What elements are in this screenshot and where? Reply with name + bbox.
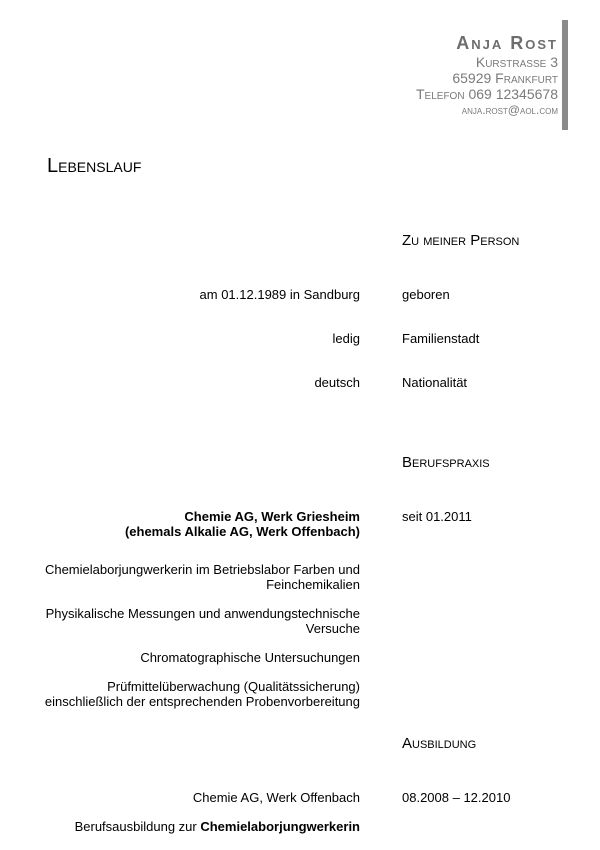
header-phone: Telefon 069 12345678 [416,86,558,102]
education-institution: Chemie AG, Werk Offenbach [192,790,360,805]
education-training [30,819,360,834]
employer [30,509,360,539]
nationality-label: Nationalität [402,375,468,390]
duty-line1: Physikalische Messungen und anwendungstechnische [45,606,360,621]
duty-item [30,606,360,636]
employer-line1: Chemie AG, Werk Griesheim [184,509,360,524]
duty-item [30,679,360,709]
duty-line1: Chromatographische Untersuchungen [140,650,360,665]
duty-line2: einschließlich der entsprechenden Probenvorbereitung [44,694,360,709]
birth-value: am 01.12.1989 in Sandburg [199,287,360,302]
education-date: 08.2008 – 12.2010 [402,790,511,805]
duty-line1: Chemielaborjungwerkerin im Betriebslabor Farben und [44,562,360,577]
experience-date: seit 01.2011 [402,509,472,524]
header-email[interactable]: anja.rost@aol.com [461,103,558,117]
page-title: Lebenslauf [47,155,142,177]
section-heading-education: Ausbildung [402,735,477,752]
section-heading-experience: Berufspraxis [402,454,490,471]
nationality-value: deutsch [314,375,360,390]
section-heading-person: Zu meiner Person [402,232,520,249]
duty-line2: Versuche [305,621,360,636]
duty-item [30,562,360,592]
marital-value: ledig [332,331,360,346]
header-city: 65929 Frankfurt [452,70,558,86]
header-accent-bar [562,20,568,130]
training-prefix: Berufsausbildung zur [74,819,201,834]
header-name: Anja Rost [456,33,558,53]
birth-label: geboren [402,287,450,302]
duty-line2: Feinchemikalien [266,577,360,592]
contact-header [416,32,558,118]
duty-line1: Prüfmittelüberwachung (Qualitätssicherung) [107,679,360,694]
duty-item [30,650,360,665]
marital-label: Familienstadt [402,331,480,346]
employer-line2: (ehemals Alkalie AG, Werk Offenbach) [124,524,360,539]
header-street: Kurstrasse 3 [475,54,558,70]
training-title: Chemielaborjungwerkerin [200,819,360,834]
